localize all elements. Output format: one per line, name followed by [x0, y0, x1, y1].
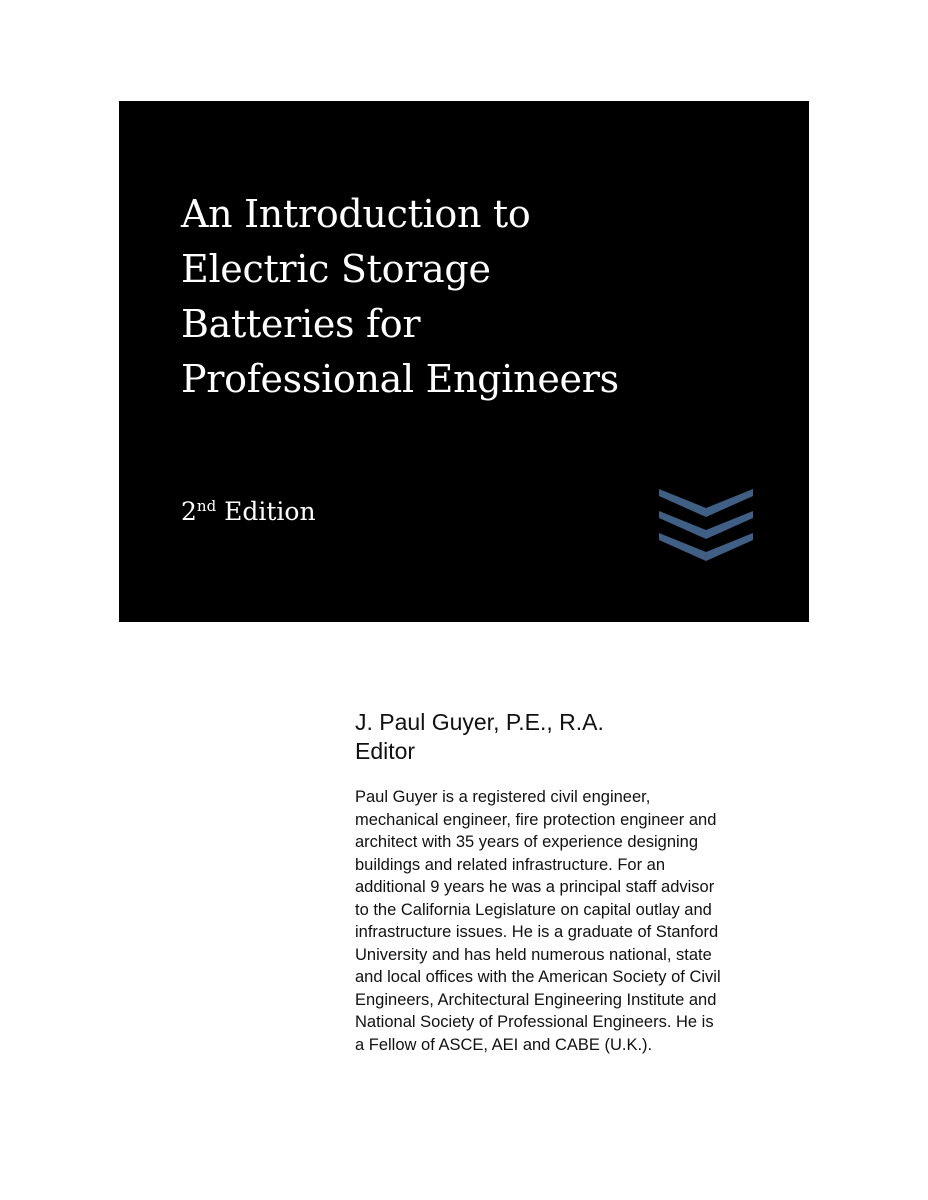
title-line: Batteries for — [181, 302, 421, 346]
title-line: Electric Storage — [181, 247, 491, 291]
cover-panel — [119, 101, 809, 622]
edition-text: Edition — [216, 497, 316, 526]
bio-line: National Society of Professional Engineers. He is — [355, 1013, 714, 1031]
bio-line: University and has held numerous national, state — [355, 945, 712, 964]
triple-chevron-down-icon — [659, 489, 753, 569]
bio-line: to the California Legislature on capital outlay and — [355, 900, 712, 919]
author-role: Editor — [355, 738, 416, 764]
edition-label — [181, 495, 316, 529]
bio-line: and local offices with the American Society of Civil — [355, 968, 721, 986]
title-line: An Introduction to — [181, 192, 531, 236]
edition-suffix: nd — [196, 497, 217, 515]
bio-line: Engineers, Architectural Engineering Institute and — [355, 990, 717, 1009]
chevron-down-icon — [659, 489, 753, 517]
title-line: Professional Engineers — [181, 357, 619, 401]
bio-line: mechanical engineer, fire protection engineer and — [355, 810, 717, 829]
bio-line: infrastructure issues. He is a graduate of Stanford — [355, 923, 719, 941]
bio-line: additional 9 years he was a principal staff advisor — [355, 878, 715, 896]
author-name: J. Paul Guyer, P.E., R.A. — [355, 709, 604, 735]
bio-line: architect with 35 years of experience designing — [355, 833, 699, 851]
author-bio — [355, 786, 775, 1056]
book-title — [181, 187, 619, 407]
bio-line: buildings and related infrastructure. For an — [355, 855, 666, 874]
bio-line: Paul Guyer is a registered civil engineer, — [355, 788, 651, 806]
bio-line: a Fellow of ASCE, AEI and CABE (U.K.). — [355, 1035, 653, 1054]
edition-number: 2 — [181, 497, 197, 526]
